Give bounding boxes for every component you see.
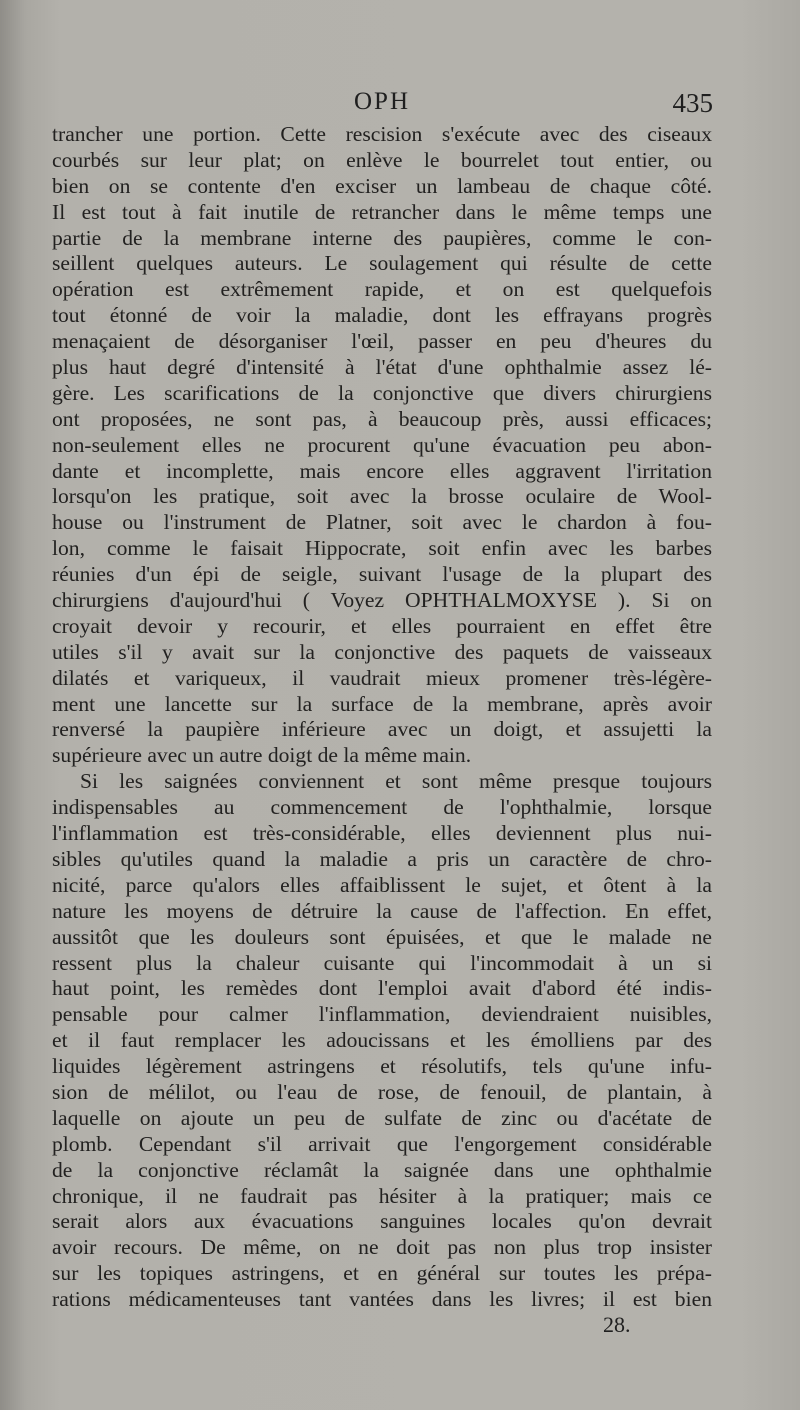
text-line: de la conjonctive réclamât la saignée dans une ophthalmie xyxy=(52,1157,712,1182)
text-line: Si les saignées conviennent et sont même presque toujours xyxy=(80,769,712,794)
text-line: house ou l'instrument de Platner, soit avec le chardon à fou- xyxy=(52,510,712,535)
text-line: serait alors aux évacuations sanguines locales qu'on devrait xyxy=(52,1209,712,1234)
text-line: plomb. Cependant s'il arrivait que l'engorgement considérable xyxy=(52,1131,712,1156)
text-line: indispensables au commencement de l'ophthalmie, lorsque xyxy=(52,795,712,820)
text-line: aussitôt que les douleurs sont épuisées, et que le malade ne xyxy=(52,924,712,949)
text-line: renversé la paupière inférieure avec un doigt, et assujetti la xyxy=(52,717,712,742)
text-line: supérieure avec un autre doigt de la même main. xyxy=(52,743,472,768)
text-line: opération est extrêmement rapide, et on est quelquefois xyxy=(52,277,712,302)
text-line: laquelle on ajoute un peu de sulfate de zinc ou d'acétate de xyxy=(52,1105,712,1130)
body-text xyxy=(52,122,712,1313)
text-line: chronique, il ne faudrait pas hésiter à la pratiquer; mais ce xyxy=(52,1183,712,1208)
text-line: croyait devoir y recourir, et elles pourraient en effet être xyxy=(52,613,712,638)
text-line: ressent plus la chaleur cuisante qui l'incommodait à un si xyxy=(52,950,712,975)
text-line: nicité, parce qu'alors elles affaiblissent le sujet, et ôtent à la xyxy=(52,872,712,897)
text-line: trancher une portion. Cette rescision s'exécute avec des ciseaux xyxy=(52,122,712,146)
text-line: dilatés et variqueux, il vaudrait mieux promener très-légère- xyxy=(52,665,712,690)
text-line: partie de la membrane interne des paupières, comme le con- xyxy=(52,225,712,250)
text-line: gère. Les scarifications de la conjonctive que divers chirurgiens xyxy=(52,380,712,405)
page-number: 435 xyxy=(672,88,713,118)
text-line: tout étonné de voir la maladie, dont les effrayans progrès xyxy=(52,303,712,328)
text-line: courbés sur leur plat; on enlève le bourrelet tout entier, ou xyxy=(52,147,712,172)
text-line: sion de mélilot, ou l'eau de rose, de fenouil, de plantain, à xyxy=(52,1079,712,1104)
text-line: lon, comme le faisait Hippocrate, soit enfin avec les barbes xyxy=(52,536,712,561)
text-line: et il faut remplacer les adoucissans et les émolliens par des xyxy=(52,1028,712,1053)
text-line: chirurgiens d'aujourd'hui ( Voyez OPHTHALMOXYSE ). Si on xyxy=(52,588,712,613)
text-line: ont proposées, ne sont pas, à beaucoup près, aussi efficaces; xyxy=(52,406,712,431)
text-line: l'inflammation est très-considérable, elles deviennent plus nui- xyxy=(52,821,712,846)
text-line: sur les topiques astringens, et en général sur toutes les prépa- xyxy=(52,1261,712,1286)
text-line: plus haut degré d'intensité à l'état d'une ophthalmie assez lé- xyxy=(52,355,712,380)
text-line: bien on se contente d'en exciser un lambeau de chaque côté. xyxy=(52,173,712,198)
text-line: avoir recours. De même, on ne doit pas non plus trop insister xyxy=(52,1235,712,1260)
text-line: rations médicamenteuses tant vantées dans les livres; il est bien xyxy=(52,1287,712,1312)
text-line: réunies d'un épi de seigle, suivant l'usage de la plupart des xyxy=(52,562,712,587)
text-line: liquides légèrement astringens et résolutifs, tels qu'une infu- xyxy=(52,1054,712,1079)
text-line: pensable pour calmer l'inflammation, deviendraient nuisibles, xyxy=(52,1002,712,1027)
text-line: haut point, les remèdes dont l'emploi avait d'abord été indis- xyxy=(52,976,712,1001)
text-line: sibles qu'utiles quand la maladie a pris un caractère de chro- xyxy=(52,846,712,871)
text-line: Il est tout à fait inutile de retrancher dans le même temps une xyxy=(52,199,712,224)
signature-mark: 28. xyxy=(603,1312,631,1337)
text-line: menaçaient de désorganiser l'œil, passer en peu d'heures du xyxy=(52,329,712,354)
text-line: seillent quelques auteurs. Le soulagement qui résulte de cette xyxy=(52,251,712,276)
page-header xyxy=(58,88,713,120)
running-head: OPH xyxy=(354,88,411,115)
text-line: lorsqu'on les pratique, soit avec la brosse oculaire de Wool- xyxy=(52,484,712,509)
text-line: non-seulement elles ne procurent qu'une évacuation peu abon- xyxy=(52,432,712,457)
text-line: dante et incomplette, mais encore elles aggravent l'irritation xyxy=(52,458,712,483)
text-line: nature les moyens de détruire la cause de l'affection. En effet, xyxy=(52,898,712,923)
text-line: utiles s'il y avait sur la conjonctive des paquets de vaisseaux xyxy=(52,639,712,664)
text-line: ment une lancette sur la surface de la membrane, après avoir xyxy=(52,691,712,716)
